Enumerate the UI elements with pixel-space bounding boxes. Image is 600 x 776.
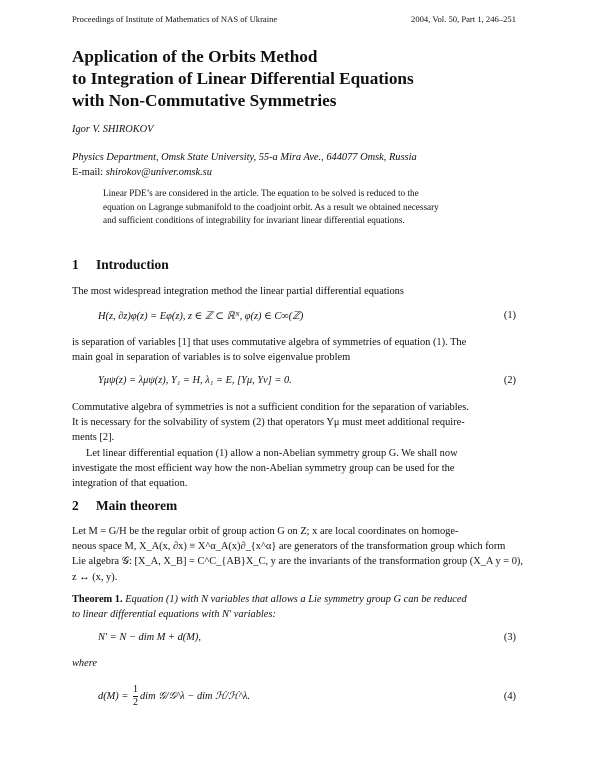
section-title: Introduction: [96, 257, 169, 272]
paragraph: [72, 400, 528, 491]
email-line: [72, 165, 417, 180]
running-header-left: Proceedings of Institute of Mathematics of NAS of Ukraine: [72, 14, 278, 24]
author-name: Igor V. SHIROKOV: [72, 124, 154, 135]
paragraph: [72, 524, 528, 585]
equation-number-2: (2): [503, 375, 516, 386]
abstract-line-2: equation on Lagrange submanifold to the coadjoint orbit. As a result we obtained necessary: [103, 201, 439, 212]
fraction-one-half: [133, 684, 138, 709]
paper-title: [72, 46, 414, 112]
section-number: 2: [72, 498, 79, 513]
abstract-line-3: and sufficient conditions of integrability for invariant linear differential equations.: [103, 215, 405, 226]
paragraph: [72, 335, 528, 365]
fraction-numerator: 1: [132, 684, 138, 695]
equation-1: H(z, ∂z)φ(z) = Eφ(z), z ∈ ℤ ⊂ ℝᴺ, φ(z) ∈ C∞(ℤ): [98, 311, 304, 322]
text-line: is separation of variables [1] that uses commutative algebra of symmetries of equation (1). The: [72, 337, 467, 348]
email-address: shirokov@univer.omsk.su: [105, 167, 212, 178]
text-line: main goal in separation of variables is to solve eigenvalue problem: [72, 352, 351, 364]
text-line: Commutative algebra of symmetries is not a sufficient condition for the separation of variables.: [72, 402, 469, 413]
abstract-line-1: Linear PDE’s are considered in the article. The equation to be solved is reduced to the: [103, 188, 419, 198]
section-number: 1: [72, 257, 79, 272]
text-line: z ↔ (x, y).: [72, 571, 118, 583]
equation-number-1: (1): [503, 310, 516, 321]
text-line: neous space M, X_A(x, ∂x) ≡ X^α_A(x)∂_{x^α} are generators of the transformation group which form: [72, 541, 506, 553]
affiliation-address: Physics Department, Omsk State University, 55-a Mira Ave., 644077 Omsk, Russia: [72, 152, 417, 163]
theorem: [72, 592, 528, 622]
section-title: Main theorem: [96, 498, 178, 513]
where-text: where: [72, 658, 98, 669]
equation-4: [98, 684, 250, 709]
theorem-text: to linear differential equations with N′ variables:: [72, 609, 276, 621]
paragraph: The most widespread integration method the linear partial differential equations: [72, 286, 404, 297]
section-heading-main-theorem: [72, 498, 177, 514]
title-line-3: with Non-Commutative Symmetries: [72, 91, 337, 110]
title-line-2: to Integration of Linear Differential Equations: [72, 69, 414, 88]
text-line: integration of that equation.: [72, 478, 188, 490]
title-line-1: Application of the Orbits Method: [72, 47, 318, 66]
equation-2: Yμψ(z) = λμψ(z), Y₁ = H, λ₁ = E, [Yμ, Yν] = 0.: [98, 375, 292, 386]
equation-number-3: (3): [503, 632, 516, 643]
text-line: ments [2].: [72, 432, 115, 444]
text-line: investigate the most efficient way how the non-Abelian symmetry group can be used for the: [72, 462, 455, 474]
text-line: It is necessary for the solvability of system (2) that operators Yμ must meet additional require-: [72, 417, 465, 429]
email-label: E-mail:: [72, 167, 106, 178]
abstract: [103, 187, 523, 228]
theorem-text: Equation (1) with N variables that allows a Lie symmetry group G can be reduced: [122, 594, 467, 605]
theorem-label: Theorem 1.: [72, 594, 123, 605]
text-line: Let linear differential equation (1) allow a non-Abelian symmetry group G. We shall now: [86, 447, 458, 459]
text-line: Lie algebra 𝒢: [X_A, X_B] = C^C_{AB}X_C, y are the invariants of the transformation group (X_A y = 0),: [72, 556, 523, 568]
section-heading-introduction: [72, 257, 169, 273]
equation-3: N′ = N − dim M + d(M),: [98, 632, 201, 643]
affiliation: [72, 150, 417, 180]
equation-part: dim 𝒢/𝒢^λ − dim ℋ/ℋ^λ.: [139, 690, 251, 702]
equation-number-4: (4): [503, 691, 516, 702]
running-header-right: 2004, Vol. 50, Part 1, 246–251: [411, 14, 516, 24]
equation-part: d(M) =: [98, 690, 131, 702]
text-line: Let M = G/H be the regular orbit of group action G on Z; x are local coordinates on homoge-: [72, 526, 459, 537]
fraction-denominator: 2: [132, 697, 138, 708]
